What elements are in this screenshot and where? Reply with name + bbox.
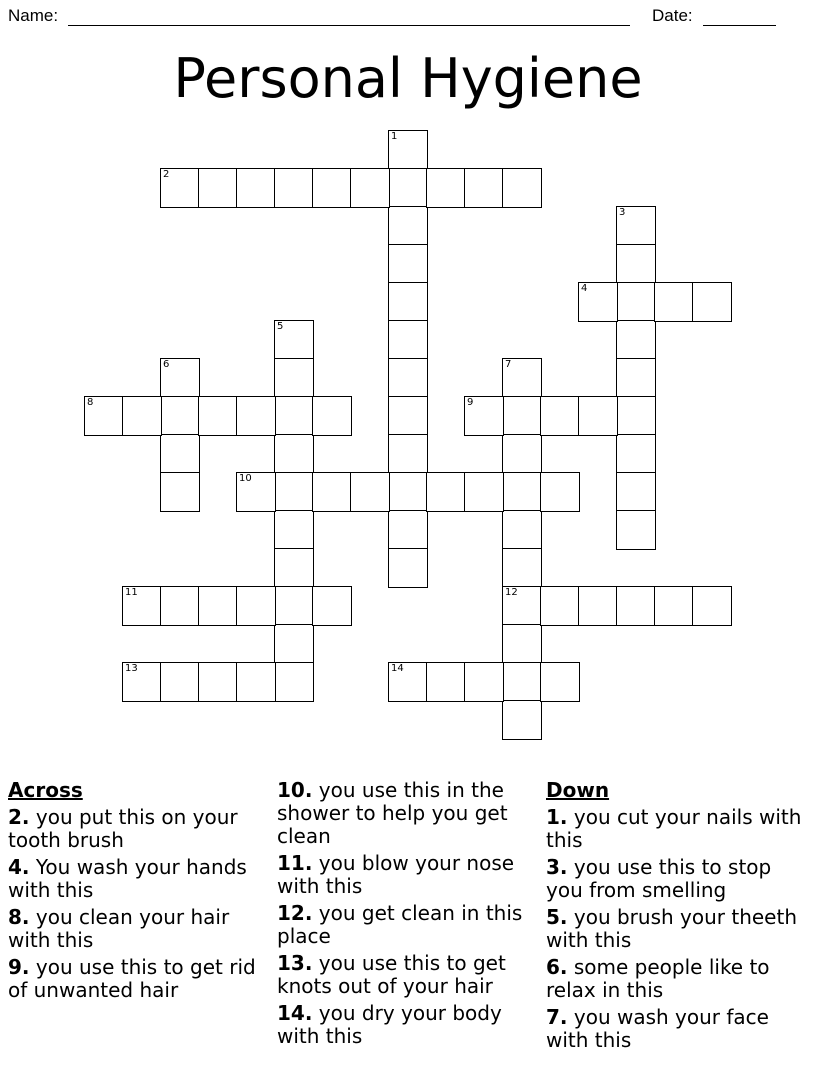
- crossword-cell[interactable]: [616, 358, 656, 398]
- crossword-cell[interactable]: [274, 320, 314, 360]
- clue-across-4: [8, 856, 270, 902]
- crossword-cell[interactable]: [236, 168, 276, 208]
- date-label: Date:: [652, 6, 693, 25]
- crossword-cell[interactable]: [616, 510, 656, 550]
- clue-number: 2.: [8, 805, 30, 829]
- clue-down-3: [546, 856, 808, 902]
- cell-number: 14: [391, 663, 404, 674]
- clue-text: you brush your theeth with this: [546, 905, 797, 952]
- crossword-cell[interactable]: [274, 662, 314, 702]
- crossword-cell[interactable]: [616, 206, 656, 246]
- crossword-cell[interactable]: [654, 586, 694, 626]
- clue-number: 13.: [277, 951, 313, 975]
- clue-across-11: [277, 852, 539, 898]
- clue-text: you use this to stop you from smelling: [546, 855, 772, 902]
- crossword-cell[interactable]: [388, 434, 428, 474]
- crossword-cell[interactable]: [160, 168, 200, 208]
- crossword-cell[interactable]: [388, 206, 428, 246]
- clue-number: 12.: [277, 901, 313, 925]
- clue-text: you cut your nails with this: [546, 805, 802, 852]
- clue-text: you blow your nose with this: [277, 851, 515, 898]
- crossword-cell[interactable]: [502, 510, 542, 550]
- clue-across-8: [8, 906, 270, 952]
- clue-down-1: [546, 806, 808, 852]
- crossword-cell[interactable]: [540, 662, 580, 702]
- crossword-cell[interactable]: [692, 586, 732, 626]
- header: [0, 0, 816, 40]
- cell-number: 11: [125, 587, 138, 598]
- crossword-cell[interactable]: [616, 282, 656, 322]
- crossword-cell[interactable]: [350, 472, 390, 512]
- crossword-cell[interactable]: [540, 396, 580, 436]
- crossword-cell[interactable]: [84, 396, 124, 436]
- crossword-cell[interactable]: [616, 244, 656, 284]
- page-title: Personal Hygiene: [173, 47, 643, 110]
- across-clues-continued: [277, 779, 539, 1052]
- clue-across-13: [277, 952, 539, 998]
- crossword-cell[interactable]: [236, 472, 276, 512]
- crossword-cell[interactable]: [122, 396, 162, 436]
- clue-text: you use this to get rid of unwanted hair: [8, 955, 256, 1002]
- name-label: Name:: [8, 6, 59, 25]
- clue-down-5: [546, 906, 808, 952]
- clue-down-7: [546, 1006, 808, 1052]
- clue-number: 4.: [8, 855, 30, 879]
- crossword-cell[interactable]: [578, 396, 618, 436]
- cell-number: 13: [125, 663, 138, 674]
- crossword-cell[interactable]: [274, 358, 314, 398]
- clue-number: 7.: [546, 1005, 568, 1029]
- crossword-cell[interactable]: [578, 282, 618, 322]
- crossword-cell[interactable]: [160, 358, 200, 398]
- clue-across-10: [277, 779, 539, 848]
- clue-across-9: [8, 956, 270, 1002]
- crossword-cell[interactable]: [160, 662, 200, 702]
- crossword-cell[interactable]: [388, 510, 428, 550]
- crossword-cell[interactable]: [388, 244, 428, 284]
- crossword-cell[interactable]: [654, 282, 694, 322]
- crossword-cell[interactable]: [350, 168, 390, 208]
- date-field[interactable]: [703, 25, 776, 26]
- clue-number: 1.: [546, 805, 568, 829]
- crossword-cell[interactable]: [616, 320, 656, 360]
- across-heading: Across: [8, 778, 83, 802]
- crossword-cell[interactable]: [426, 662, 466, 702]
- clue-text: you dry your body with this: [277, 1001, 502, 1048]
- crossword-cell[interactable]: [502, 358, 542, 398]
- clue-number: 9.: [8, 955, 30, 979]
- crossword-cell[interactable]: [160, 472, 200, 512]
- crossword-cell[interactable]: [464, 662, 504, 702]
- crossword-cell[interactable]: [502, 662, 542, 702]
- clue-number: 6.: [546, 955, 568, 979]
- crossword-cell[interactable]: [502, 586, 542, 626]
- clue-text: you use this to get knots out of your hair: [277, 951, 506, 998]
- crossword-cell[interactable]: [578, 586, 618, 626]
- crossword-cell[interactable]: [160, 586, 200, 626]
- crossword-cell[interactable]: [388, 320, 428, 360]
- clue-number: 8.: [8, 905, 30, 929]
- cell-number: 1: [391, 131, 398, 142]
- crossword-cell[interactable]: [236, 396, 276, 436]
- crossword-cell[interactable]: [274, 168, 314, 208]
- crossword-cell[interactable]: [616, 472, 656, 512]
- crossword-cell[interactable]: [122, 662, 162, 702]
- clue-number: 10.: [277, 778, 313, 802]
- crossword-cell[interactable]: [388, 396, 428, 436]
- cell-number: 7: [505, 359, 512, 370]
- clue-text: You wash your hands with this: [8, 855, 247, 902]
- name-field[interactable]: [68, 25, 630, 26]
- crossword-cell[interactable]: [464, 472, 504, 512]
- clue-text: you wash your face with this: [546, 1005, 769, 1052]
- crossword-cell[interactable]: [198, 168, 238, 208]
- crossword-cell[interactable]: [274, 472, 314, 512]
- clue-number: 14.: [277, 1001, 313, 1025]
- crossword-cell[interactable]: [198, 396, 238, 436]
- down-heading: Down: [546, 778, 610, 802]
- crossword-cell[interactable]: [388, 168, 428, 208]
- crossword-cell[interactable]: [312, 396, 352, 436]
- crossword-cell[interactable]: [502, 396, 542, 436]
- crossword-cell[interactable]: [388, 662, 428, 702]
- crossword-cell[interactable]: [502, 624, 542, 664]
- clue-number: 11.: [277, 851, 313, 875]
- crossword-cell[interactable]: [312, 472, 352, 512]
- crossword-cell[interactable]: [274, 396, 314, 436]
- crossword-cell[interactable]: [502, 168, 542, 208]
- cell-number: 8: [87, 397, 94, 408]
- crossword-cell[interactable]: [388, 472, 428, 512]
- crossword-cell[interactable]: [388, 358, 428, 398]
- crossword-cell[interactable]: [540, 586, 580, 626]
- crossword-cell[interactable]: [426, 472, 466, 512]
- crossword-cell[interactable]: [274, 434, 314, 474]
- crossword-cell[interactable]: [198, 662, 238, 702]
- clue-number: 5.: [546, 905, 568, 929]
- clue-text: some people like to relax in this: [546, 955, 770, 1002]
- crossword-cell[interactable]: [274, 586, 314, 626]
- crossword-cell[interactable]: [540, 472, 580, 512]
- crossword-cell[interactable]: [236, 586, 276, 626]
- crossword-cell[interactable]: [426, 168, 466, 208]
- crossword-cell[interactable]: [274, 510, 314, 550]
- down-clues: [546, 779, 808, 1056]
- clue-text: you get clean in this place: [277, 901, 523, 948]
- crossword-cell[interactable]: [274, 624, 314, 664]
- clue-text: you put this on your tooth brush: [8, 805, 238, 852]
- crossword-cell[interactable]: [464, 168, 504, 208]
- clue-down-6: [546, 956, 808, 1002]
- clue-across-12: [277, 902, 539, 948]
- crossword-cell[interactable]: [502, 548, 542, 588]
- cell-number: 12: [505, 587, 518, 598]
- crossword-cell[interactable]: [464, 396, 504, 436]
- crossword-cell[interactable]: [692, 282, 732, 322]
- crossword-cell[interactable]: [388, 548, 428, 588]
- across-clues: [8, 779, 270, 1006]
- clue-across-14: [277, 1002, 539, 1048]
- cell-number: 3: [619, 207, 626, 218]
- clue-number: 3.: [546, 855, 568, 879]
- crossword-cell[interactable]: [388, 130, 428, 170]
- crossword-cell[interactable]: [312, 168, 352, 208]
- crossword-cell[interactable]: [160, 434, 200, 474]
- crossword-cell[interactable]: [502, 434, 542, 474]
- crossword-cell[interactable]: [312, 586, 352, 626]
- crossword-cell[interactable]: [198, 586, 238, 626]
- crossword-cell[interactable]: [616, 586, 656, 626]
- crossword-cell[interactable]: [122, 586, 162, 626]
- crossword-cell[interactable]: [236, 662, 276, 702]
- crossword-cell[interactable]: [388, 282, 428, 322]
- crossword-cell[interactable]: [160, 396, 200, 436]
- cell-number: 6: [163, 359, 170, 370]
- clue-text: you clean your hair with this: [8, 905, 230, 952]
- crossword-cell[interactable]: [502, 700, 542, 740]
- crossword-cell[interactable]: [616, 396, 656, 436]
- crossword-cell[interactable]: [616, 434, 656, 474]
- clue-across-2: [8, 806, 270, 852]
- crossword-cell[interactable]: [502, 472, 542, 512]
- crossword-cell[interactable]: [274, 548, 314, 588]
- cell-number: 5: [277, 321, 284, 332]
- cell-number: 4: [581, 283, 588, 294]
- cell-number: 10: [239, 473, 252, 484]
- cell-number: 2: [163, 169, 170, 180]
- clue-text: you use this in the shower to help you get clean: [277, 778, 508, 848]
- cell-number: 9: [467, 397, 474, 408]
